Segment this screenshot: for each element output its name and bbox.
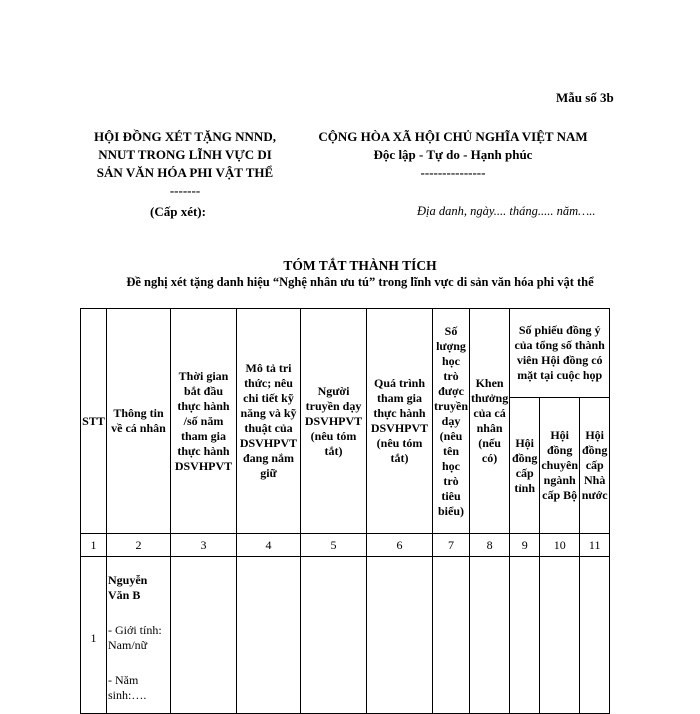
col-num: 9 <box>510 534 540 557</box>
council-line-1: HỘI ĐỒNG XÉT TẶNG NNND, <box>94 129 276 144</box>
header-vote-ministry: Hội đồng chuyên ngành cấp Bộ <box>540 398 580 534</box>
person-gender: - Giới tính: Nam/nữ <box>108 623 162 652</box>
header-start: Thời gian bắt đầu thực hành /số năm tham gia thực hành DSVHPVT <box>171 309 237 534</box>
header-process: Quá trình tham gia thực hành DSVHPVT (nêu tóm tắt) <box>367 309 433 534</box>
row-vote-ministry <box>540 557 580 714</box>
row-knowledge <box>237 557 301 714</box>
col-num: 5 <box>301 534 367 557</box>
form-number: Mẫu số 3b <box>556 90 614 105</box>
row-students <box>433 557 470 714</box>
col-num: 6 <box>367 534 433 557</box>
col-num: 2 <box>107 534 171 557</box>
header-vote-state: Hội đồng cấp Nhà nước <box>580 398 610 534</box>
col-num: 8 <box>470 534 510 557</box>
row-teacher <box>301 557 367 714</box>
row-vote-province <box>510 557 540 714</box>
header-stt: STT <box>81 309 107 534</box>
header-knowledge: Mô tả tri thức; nêu chi tiết kỹ năng và kỹ thuật của DSVHPVT đang nắm giữ <box>237 309 301 534</box>
republic-name: CỘNG HÒA XÃ HỘI CHỦ NGHĨA VIỆT NAM <box>318 129 588 144</box>
review-level: (Cấp xét): <box>150 204 206 219</box>
row-stt: 1 <box>81 557 107 714</box>
person-name: Nguyễn Văn B <box>108 573 148 602</box>
council-divider: ------- <box>169 183 201 198</box>
person-birth: - Năm sinh:…. <box>108 673 147 702</box>
header-info: Thông tin về cá nhân <box>107 309 171 534</box>
motto: Độc lập - Tự do - Hạnh phúc <box>373 147 533 162</box>
col-num: 3 <box>171 534 237 557</box>
col-num: 4 <box>237 534 301 557</box>
col-num: 7 <box>433 534 470 557</box>
republic-divider: --------------- <box>420 165 486 180</box>
header-teacher: Người truyền dạy DSVHPVT (nêu tóm tắt) <box>301 309 367 534</box>
header-vote-province: Hội đồng cấp tỉnh <box>510 398 540 534</box>
row-awards <box>470 557 510 714</box>
col-num: 10 <box>540 534 580 557</box>
header-awards: Khen thưởng của cá nhân (nếu có) <box>470 309 510 534</box>
document-title: TÓM TẮT THÀNH TÍCH <box>283 258 437 273</box>
table-row <box>81 557 610 714</box>
council-line-3: SẢN VĂN HÓA PHI VẬT THỂ <box>96 165 274 180</box>
col-num: 1 <box>81 534 107 557</box>
council-header <box>80 128 290 200</box>
republic-header <box>298 128 608 182</box>
document-subtitle: Đề nghị xét tặng danh hiệu “Nghệ nhân ưu tú” trong lĩnh vực di sản văn hóa phi vật thể <box>126 275 594 289</box>
achievement-table <box>80 308 610 714</box>
col-num: 11 <box>580 534 610 557</box>
row-process <box>367 557 433 714</box>
column-number-row <box>81 534 610 557</box>
header-students: Số lượng học trò được truyền dạy (nêu tên học trò tiêu biểu) <box>433 309 470 534</box>
row-start <box>171 557 237 714</box>
header-row-1 <box>81 309 610 398</box>
row-info <box>107 557 171 714</box>
place-date: Địa danh, ngày.... tháng..... năm….. <box>417 204 596 218</box>
council-line-2: NNUT TRONG LĨNH VỰC DI <box>98 147 272 162</box>
row-vote-state <box>580 557 610 714</box>
header-votes: Số phiếu đồng ý của tổng số thành viên Hội đồng có mặt tại cuộc họp <box>510 309 610 398</box>
